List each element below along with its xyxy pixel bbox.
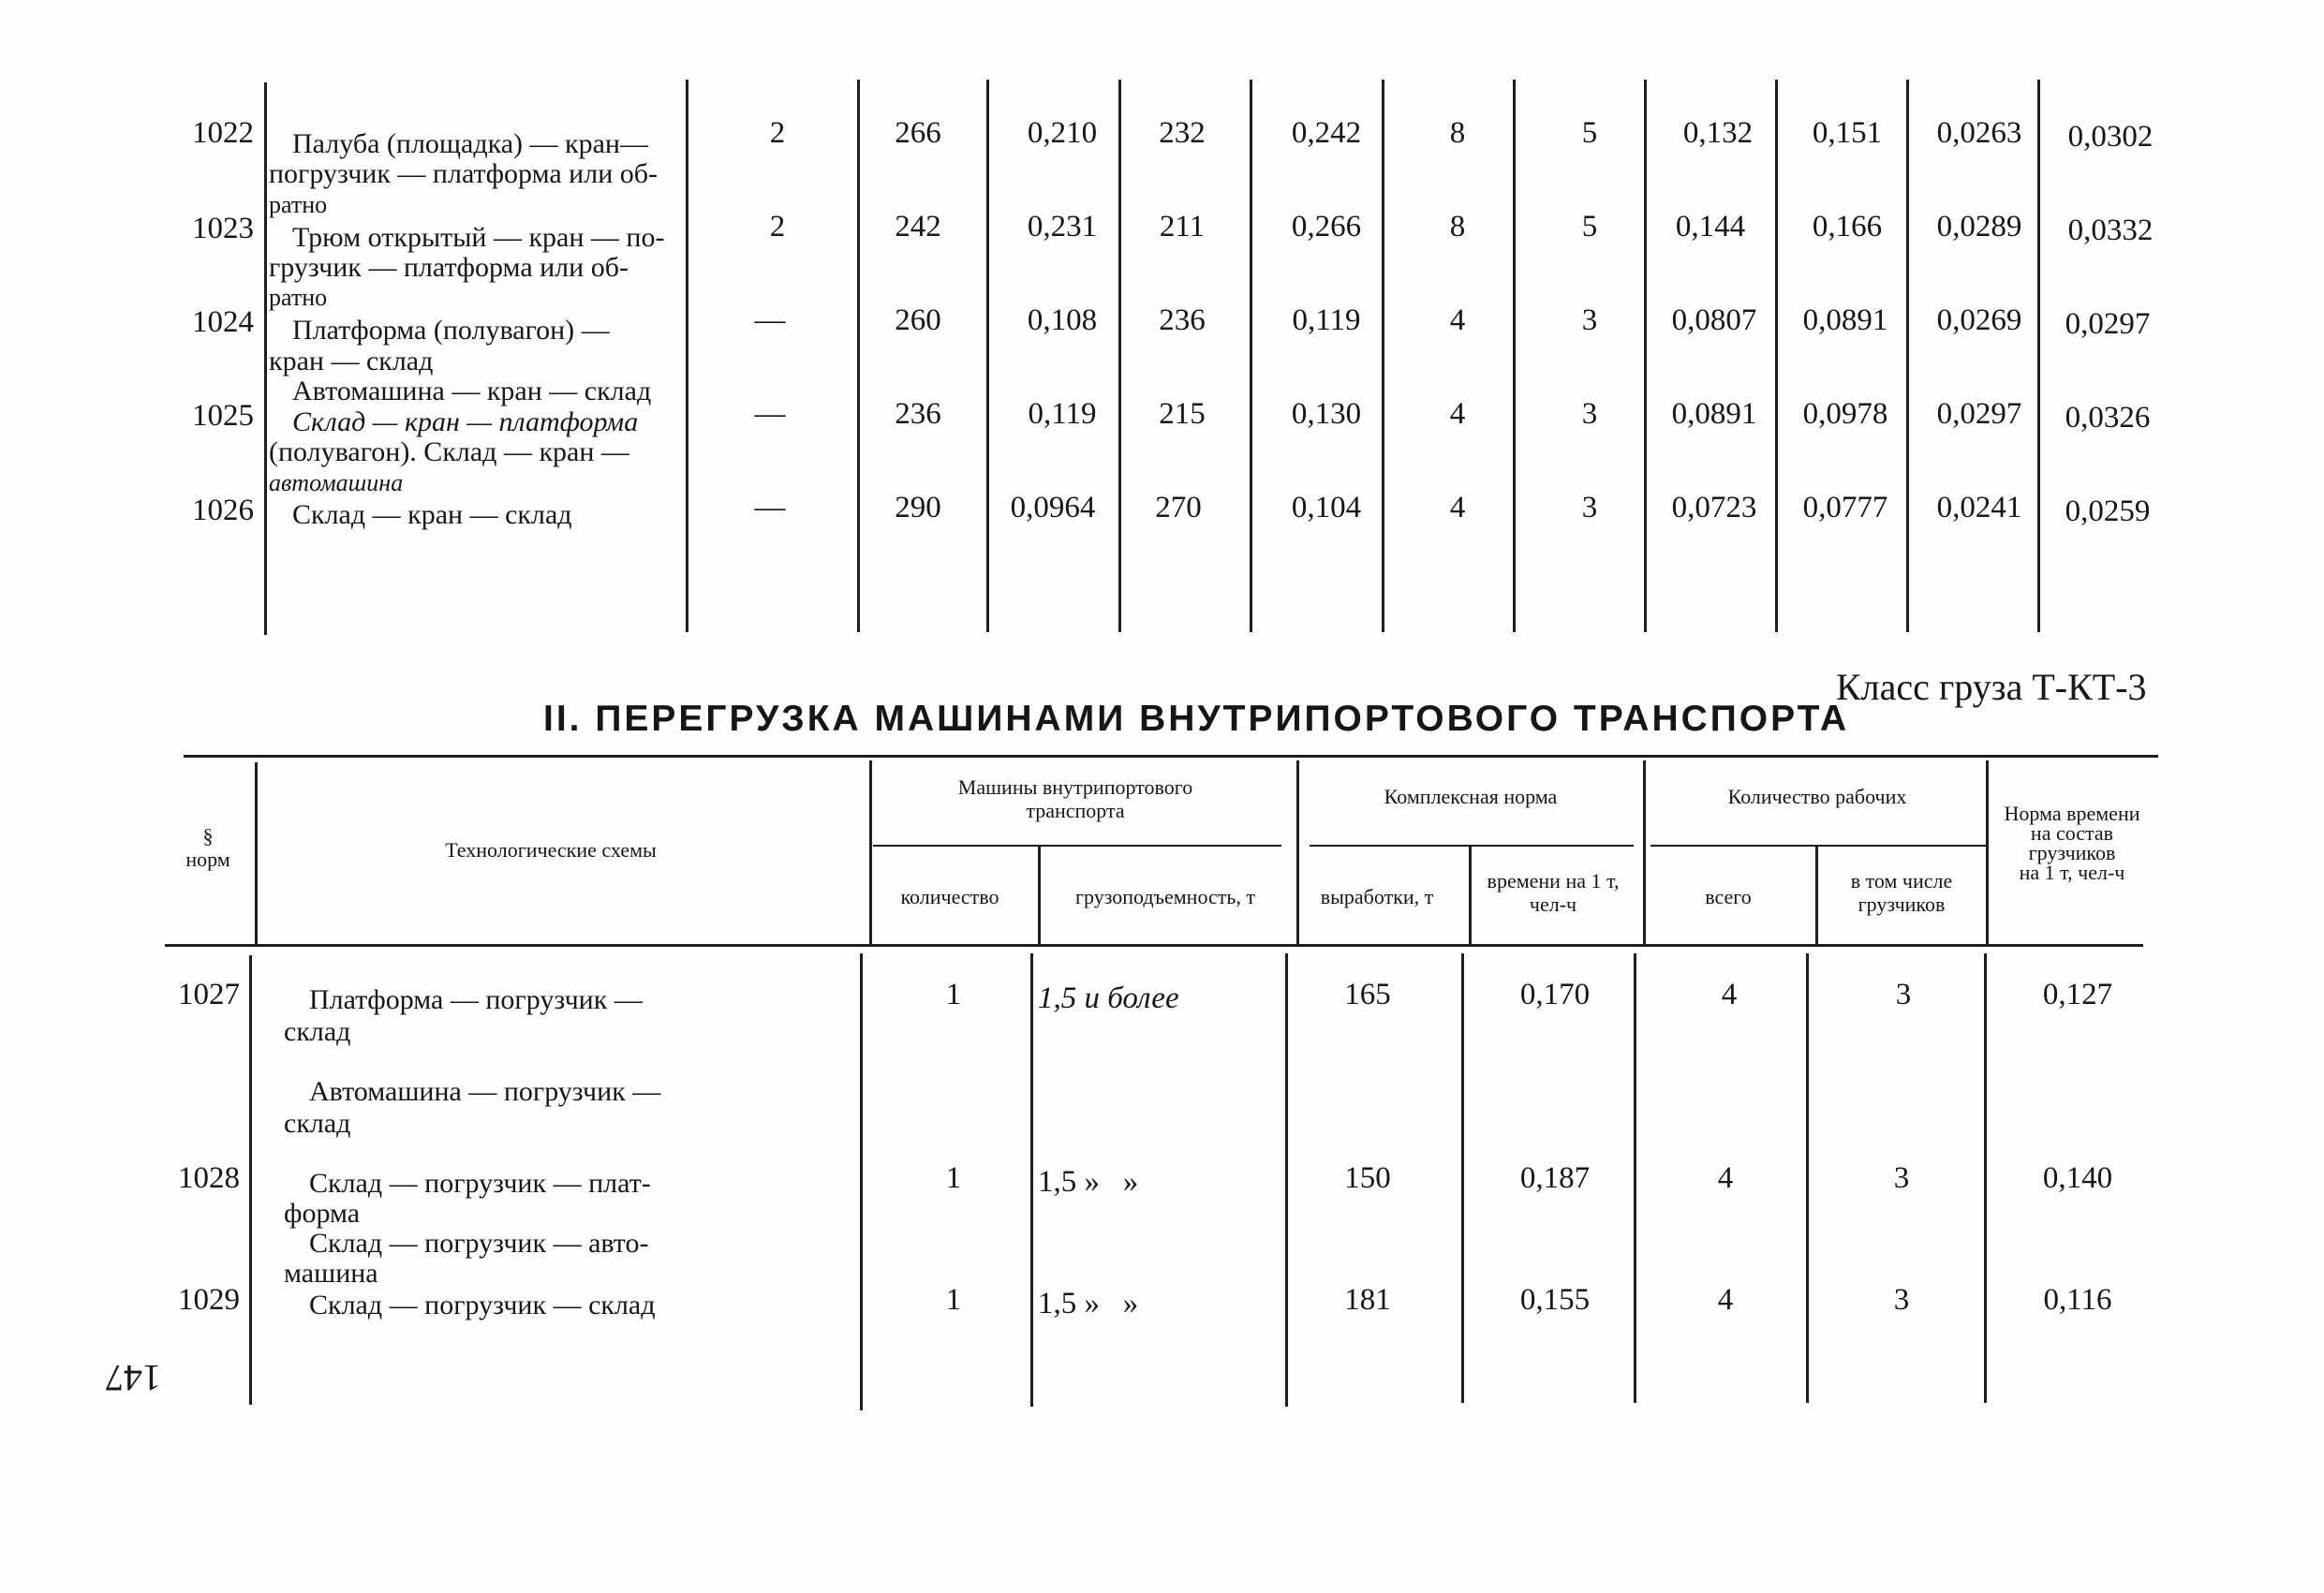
scheme-line: (полувагон). Склад — кран — — [269, 436, 629, 467]
norm-number: 1024 — [192, 305, 254, 339]
cell: 236 — [895, 397, 941, 431]
top-table-rule — [2037, 80, 2040, 632]
table-rule — [1285, 953, 1288, 1407]
scheme-line: Склад — кран — платформа — [292, 406, 639, 437]
scheme-line: Трюм открытый — кран — по- — [292, 222, 665, 253]
table-rule — [1296, 760, 1299, 944]
cell: 0,130 — [1291, 397, 1362, 431]
scheme-line: погрузчик — платформа или об- — [269, 158, 659, 189]
cargo-class-label: Класс груза Т-КТ-3 — [1836, 666, 2147, 708]
header-workers-total: всего — [1705, 885, 1752, 908]
cell: 5 — [1581, 116, 1598, 150]
cell: 260 — [895, 303, 941, 337]
header-incl-loaders: в том числе грузчиков — [1850, 869, 1953, 916]
norm-number: 1029 — [178, 1283, 240, 1317]
cell: 0,0777 — [1802, 491, 1888, 524]
norm-number: 1027 — [178, 978, 240, 1011]
cell: 0,119 — [1292, 303, 1361, 337]
cell: 0,0723 — [1671, 491, 1757, 524]
cell: 4 — [1717, 1283, 1734, 1317]
cell: 3 — [1893, 1283, 1910, 1317]
header-schemes: Технологические схемы — [445, 838, 657, 862]
scheme-line: склад — [284, 1108, 351, 1139]
scheme-line: склад — [284, 1016, 351, 1047]
scheme-line: Склад — погрузчик — плат- — [309, 1168, 651, 1199]
cell: 0,0302 — [2067, 120, 2154, 154]
cell: 0,0891 — [1671, 397, 1757, 431]
cell: 0,0326 — [2065, 401, 2151, 435]
cell: 236 — [1159, 303, 1206, 337]
cell: 2 — [769, 116, 786, 150]
cell: 4 — [1721, 978, 1738, 1011]
cell: 0,0289 — [1936, 210, 2022, 243]
cell: 0,0964 — [1010, 491, 1096, 524]
header-time-per-t: времени на 1 т, чел-ч — [1487, 869, 1620, 916]
cell: 0,0297 — [1936, 397, 2022, 431]
scheme-line: Автомашина — погрузчик — — [309, 1076, 661, 1107]
cell: 4 — [1717, 1161, 1734, 1195]
cell: 181 — [1344, 1283, 1391, 1317]
table-rule — [249, 955, 252, 1405]
header-time-norm: Норма времени на состав грузчиков на 1 т, чел-ч — [2004, 802, 2140, 884]
cell: 4 — [1449, 491, 1466, 524]
cell: — — [754, 397, 786, 431]
table-rule — [165, 944, 2143, 947]
table-rule — [1986, 760, 1989, 944]
cell: 4 — [1449, 303, 1466, 337]
cell: 3 — [1895, 978, 1912, 1011]
header-complex-norm: Комплексная норма — [1384, 785, 1558, 808]
cell: 0,242 — [1291, 116, 1362, 150]
cell: 3 — [1893, 1161, 1910, 1195]
cell: 270 — [1155, 491, 1202, 524]
table-rule — [1815, 847, 1818, 944]
cell: 0,0332 — [2067, 214, 2154, 247]
top-table-rule — [1250, 80, 1252, 632]
top-table-rule — [1513, 80, 1516, 632]
table-rule — [184, 755, 2158, 758]
cell: — — [754, 303, 786, 337]
cell: 8 — [1449, 210, 1466, 243]
cell: 0,231 — [1027, 210, 1098, 243]
table-rule — [873, 845, 1281, 847]
header-capacity: грузоподъемность, т — [1074, 885, 1256, 908]
cell: 0,119 — [1028, 397, 1097, 431]
table-rule — [869, 760, 872, 944]
table-rule — [1469, 847, 1472, 944]
cell: 0,210 — [1027, 116, 1098, 150]
cell: 0,140 — [2042, 1161, 2113, 1195]
cell: 0,0269 — [1936, 303, 2022, 337]
header-output: выработки, т — [1320, 885, 1434, 908]
cell: 211 — [1159, 210, 1206, 243]
top-table-rule — [264, 82, 267, 635]
table-rule — [1650, 845, 1986, 847]
scheme-line: Платформа (полувагон) — — [292, 315, 610, 346]
table-rule — [255, 762, 258, 944]
table-rule — [860, 953, 863, 1410]
cell: 165 — [1344, 978, 1391, 1011]
page-number: 147 — [105, 1357, 161, 1399]
cell: 150 — [1344, 1161, 1391, 1195]
norm-number: 1028 — [178, 1161, 240, 1195]
table-rule — [1634, 953, 1636, 1403]
header-norm: § норм — [185, 824, 230, 871]
scheme-line: Платформа — погрузчик — — [309, 984, 643, 1015]
cell: 0,0891 — [1802, 303, 1888, 337]
scheme-line: автомашина — [269, 469, 404, 496]
cell: 0,151 — [1812, 116, 1883, 150]
cell: 232 — [1159, 116, 1206, 150]
norm-number: 1026 — [192, 494, 254, 527]
cell: 0,187 — [1519, 1161, 1591, 1195]
top-table-rule — [986, 80, 989, 632]
top-table-rule — [1906, 80, 1909, 632]
cell: 0,170 — [1519, 978, 1591, 1011]
cell: 0,132 — [1682, 116, 1754, 150]
table-rule — [1038, 847, 1041, 944]
cell: 0,155 — [1519, 1283, 1591, 1317]
top-table-rule — [1775, 80, 1778, 632]
scheme-line: Автомашина — кран — склад — [292, 376, 652, 406]
cell: 0,0297 — [2065, 307, 2151, 341]
cell: 1,5 и более — [1038, 981, 1179, 1015]
table-rule — [1030, 953, 1033, 1407]
table-rule — [1643, 760, 1646, 944]
top-table-rule — [1382, 80, 1384, 632]
cell: — — [754, 491, 786, 524]
cell: 1,5 » » — [1038, 1287, 1139, 1320]
cell: 3 — [1581, 303, 1598, 337]
cell: 1 — [945, 1283, 962, 1317]
norm-number: 1023 — [192, 212, 254, 245]
cell: 3 — [1581, 397, 1598, 431]
norm-number: 1022 — [192, 116, 254, 150]
cell: 1 — [945, 978, 962, 1011]
top-table-rule — [686, 80, 688, 632]
cell: 8 — [1449, 116, 1466, 150]
cell: 3 — [1581, 491, 1598, 524]
section-title: II. ПЕРЕГРУЗКА МАШИНАМИ ВНУТРИПОРТОВОГО ТРАНСПОРТА — [543, 699, 1850, 739]
cell: 0,0259 — [2065, 494, 2151, 528]
cell: 5 — [1581, 210, 1598, 243]
scheme-line: кран — склад — [269, 346, 434, 376]
scheme-line: форма — [284, 1198, 361, 1229]
header-workers: Количество рабочих — [1727, 785, 1907, 808]
header-machines: Машины внутрипортового транспорта — [957, 775, 1193, 822]
table-rule — [1461, 953, 1464, 1403]
scheme-line: ратно — [269, 284, 328, 311]
cell: 0,0241 — [1936, 491, 2022, 524]
cell: 0,0807 — [1671, 303, 1757, 337]
scheme-line: Склад — кран — склад — [292, 499, 572, 530]
cell: 0,104 — [1291, 491, 1362, 524]
table-rule — [1806, 953, 1809, 1403]
table-rule — [1984, 953, 1987, 1403]
norm-number: 1025 — [192, 399, 254, 433]
table-rule — [1310, 845, 1634, 847]
cell: 0,116 — [2043, 1283, 2112, 1317]
cell: 0,166 — [1812, 210, 1883, 243]
scheme-line: грузчик — платформа или об- — [269, 252, 629, 283]
cell: 1,5 » » — [1038, 1165, 1139, 1199]
cell: 242 — [895, 210, 941, 243]
header-quantity: количество — [900, 885, 999, 908]
scheme-line: ратно — [269, 191, 328, 218]
cell: 0,108 — [1027, 303, 1098, 337]
scheme-line: машина — [284, 1258, 378, 1289]
cell: 215 — [1159, 397, 1206, 431]
cell: 266 — [895, 116, 941, 150]
cell: 0,144 — [1675, 210, 1746, 243]
scheme-line: Склад — погрузчик — склад — [309, 1290, 656, 1320]
cell: 0,0263 — [1936, 116, 2022, 150]
cell: 290 — [895, 491, 941, 524]
cell: 0,127 — [2042, 978, 2113, 1011]
cell: 0,0978 — [1802, 397, 1888, 431]
scheme-line: Палуба (площадка) — кран— — [292, 128, 648, 159]
cell: 0,266 — [1291, 210, 1362, 243]
top-table-rule — [1644, 80, 1647, 632]
cell: 1 — [945, 1161, 962, 1195]
scheme-line: Склад — погрузчик — авто- — [309, 1228, 649, 1259]
top-table-rule — [857, 80, 860, 632]
cell: 4 — [1449, 397, 1466, 431]
cell: 2 — [769, 210, 786, 243]
top-table-rule — [1118, 80, 1121, 632]
